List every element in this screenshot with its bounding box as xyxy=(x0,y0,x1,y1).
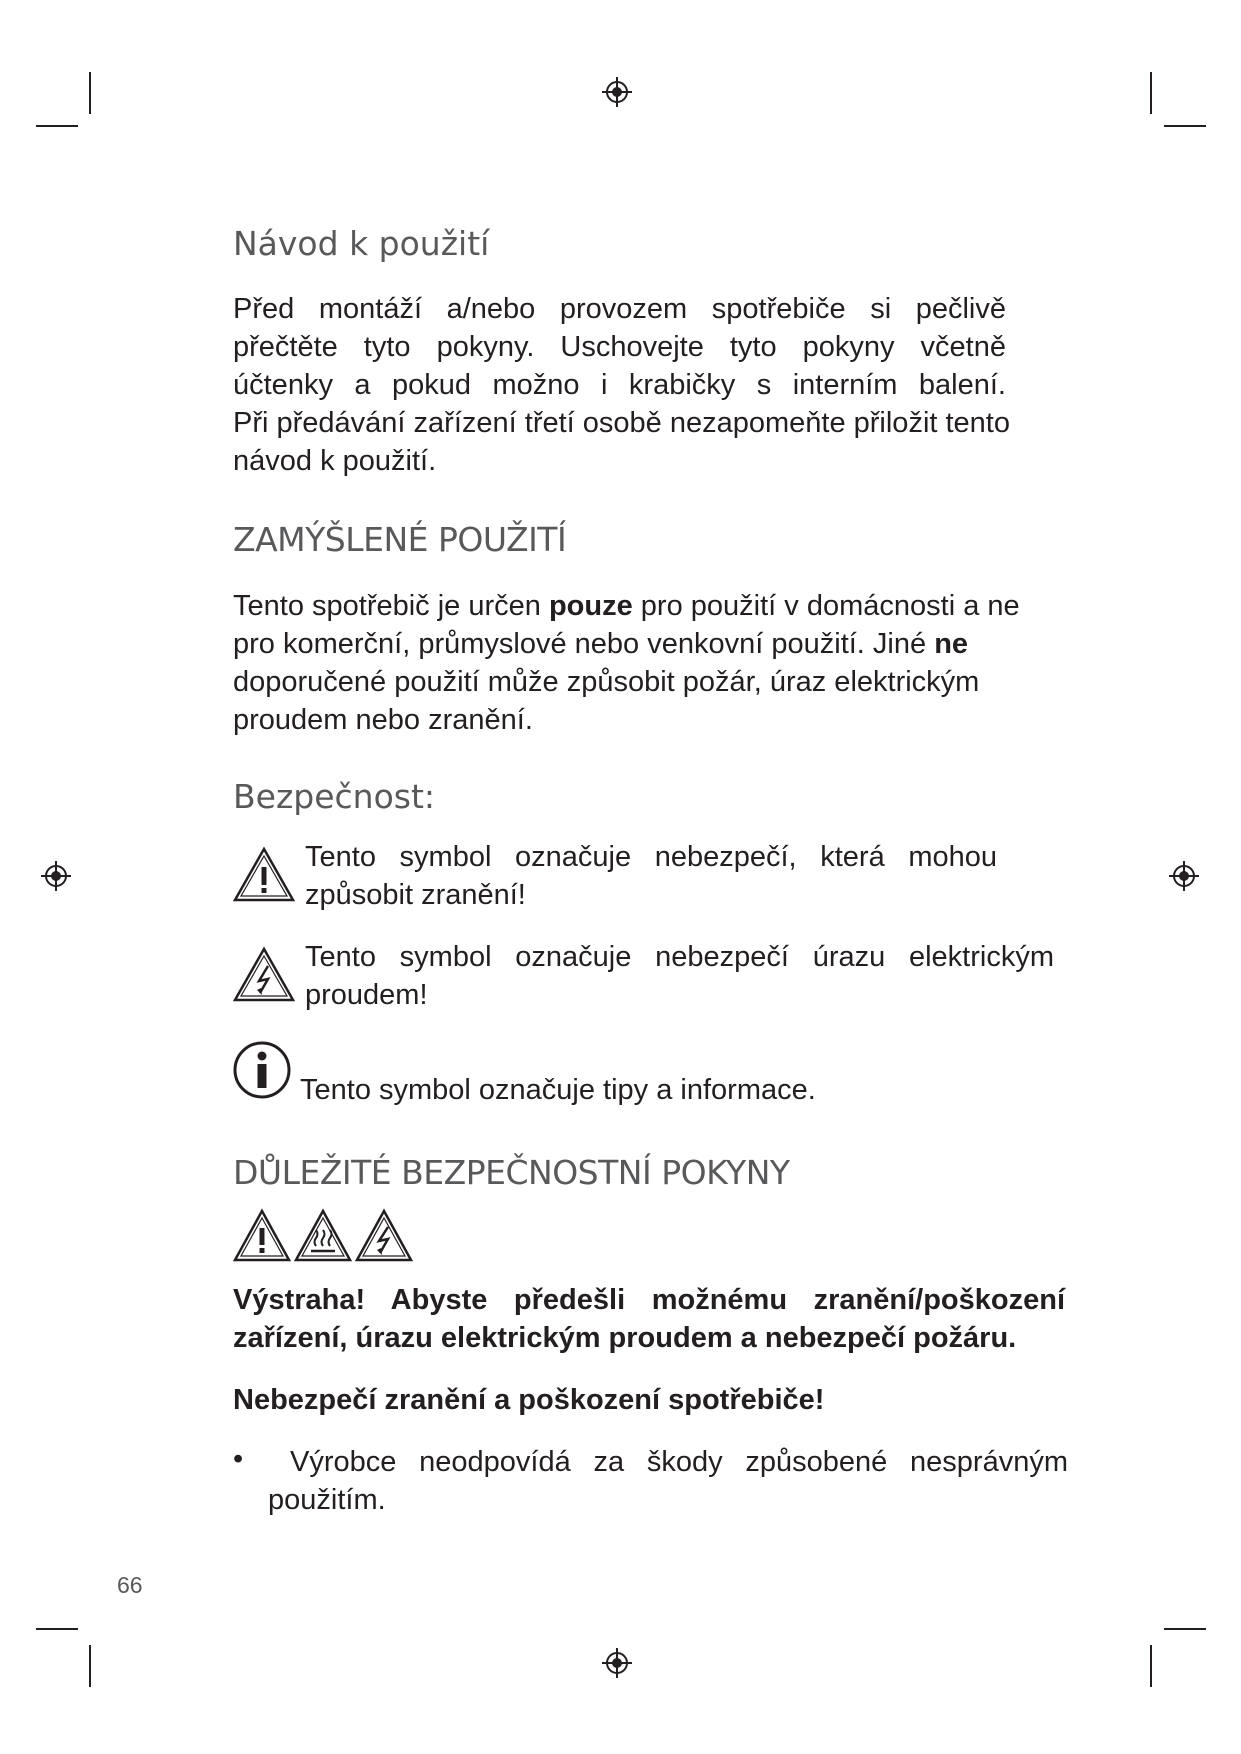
intended-use-emphasis: pouze xyxy=(548,590,633,622)
bullet-marker: • xyxy=(233,1443,244,1475)
page-number: 66 xyxy=(117,1572,143,1598)
registration-mark-icon xyxy=(601,1647,633,1679)
warning-triangle-icon xyxy=(232,846,296,904)
bullet-item xyxy=(268,1443,1068,1519)
danger-line: Tento symbol označuje nebezpečí, která mohou xyxy=(305,841,997,873)
crop-mark xyxy=(1150,1645,1152,1687)
safety-heading: Bezpečnost: xyxy=(233,777,436,816)
electric-line: Tento symbol označuje nebezpečí úrazu elektrickým xyxy=(305,941,1054,973)
info-symbol-text: Tento symbol označuje tipy a informace. xyxy=(300,1074,816,1106)
intended-use-text: Tento spotřebič je určen xyxy=(233,590,549,622)
crop-mark xyxy=(36,125,78,127)
crop-mark xyxy=(1150,72,1152,114)
electric-symbol-text xyxy=(305,938,1054,1014)
intro-line: Při předávání zařízení třetí osobě nezapomeňte přiložit tento xyxy=(233,407,1010,439)
warning-text: Výstraha! Abyste předešli možnému zranění/poškození zařízení, úrazu elektrickým proudem a nebezpečí požáru. xyxy=(233,1284,1065,1354)
registration-mark-icon xyxy=(1168,860,1200,892)
intended-use-paragraph xyxy=(233,587,1063,739)
page-title: Návod k použití xyxy=(233,224,490,263)
intended-use-text: doporučené použití může způsobit požár, úraz elektrickým proudem nebo zranění. xyxy=(233,666,980,736)
registration-mark-icon xyxy=(601,76,633,108)
crop-mark xyxy=(36,1628,78,1630)
danger-symbol-text xyxy=(305,838,997,914)
crop-mark xyxy=(1164,1628,1206,1630)
danger-line: způsobit zranění! xyxy=(305,879,526,911)
electric-line: proudem! xyxy=(305,979,428,1011)
bullet-line: Výrobce neodpovídá za škody způsobené nesprávným xyxy=(290,1446,1068,1478)
important-safety-heading: DŮLEŽITÉ BEZPEČNOSTNÍ POKYNY xyxy=(233,1153,790,1192)
intended-use-emphasis: ne xyxy=(934,628,969,660)
damage-subheading: Nebezpečí zranění a poškození spotřebiče! xyxy=(233,1384,825,1416)
intro-line: návod k použití. xyxy=(233,445,437,477)
intro-line: účtenky a pokud možno i krabičky s interním balení. xyxy=(233,369,1006,401)
intended-use-heading: ZAMÝŠLENÉ POUŽITÍ xyxy=(233,520,567,559)
registration-mark-icon xyxy=(40,860,72,892)
info-circle-icon xyxy=(232,1040,292,1100)
intro-paragraph xyxy=(233,290,1010,480)
electric-hazard-icon xyxy=(232,946,296,1004)
electric-hazard-icon xyxy=(354,1208,414,1264)
hot-surface-icon xyxy=(293,1208,353,1264)
crop-mark xyxy=(89,72,91,114)
intro-line: Před montáží a/nebo provozem spotřebiče si pečlivě xyxy=(233,293,1006,325)
intended-use-text: pro použití v domácnosti a ne pro komerční, průmyslové nebo venkovní použití. Jiné xyxy=(233,590,1020,660)
crop-mark xyxy=(89,1645,91,1687)
intro-line: přečtěte tyto pokyny. Uschovejte tyto pokyny včetně xyxy=(233,331,1006,363)
warning-triangle-icon xyxy=(232,1208,292,1264)
crop-mark xyxy=(1164,125,1206,127)
bullet-line: použitím. xyxy=(268,1484,386,1516)
